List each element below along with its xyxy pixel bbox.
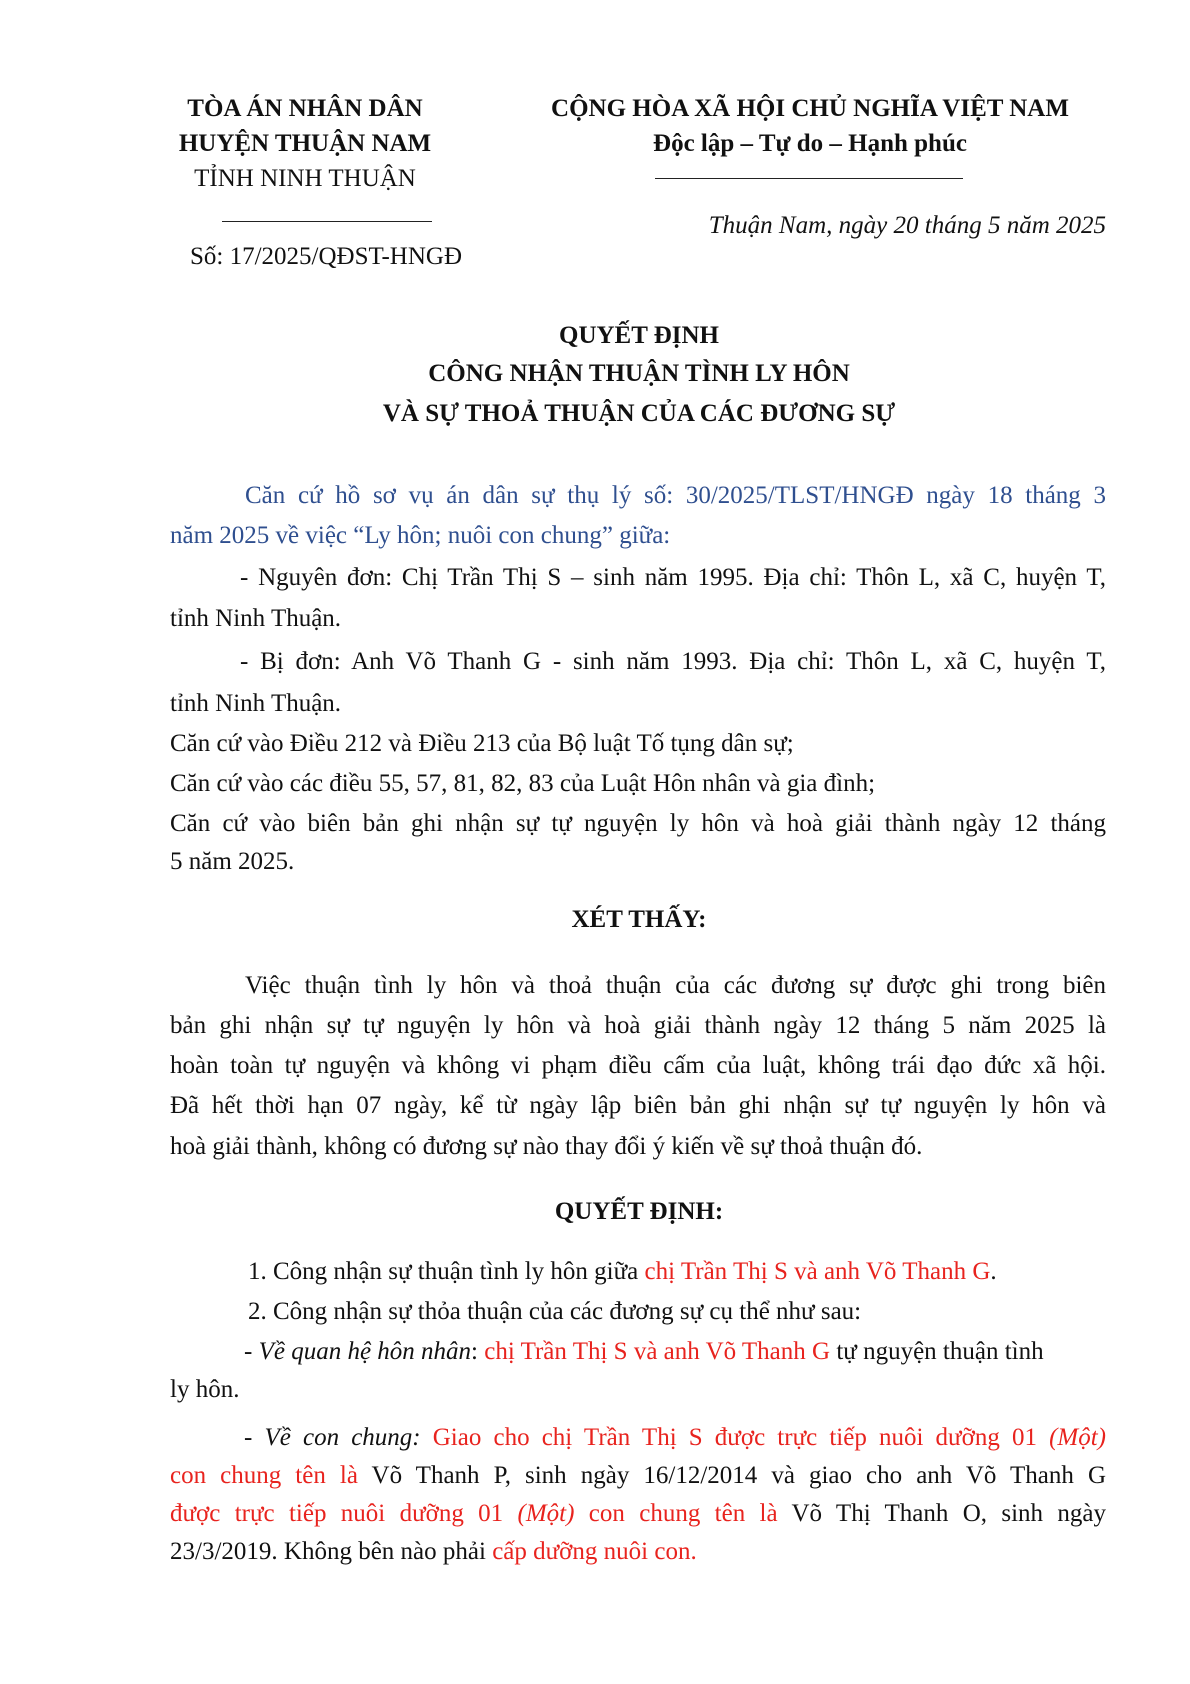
child-count-2: (Một) (517, 1500, 575, 1527)
findings-line4: Đã hết thời hạn 07 ngày, kể từ ngày lập biên bản ghi nhận sự tự nguyện ly hôn và (170, 1092, 1106, 1119)
motto-underline (655, 178, 963, 179)
child-custody-1: Giao cho chị Trần Thị S được trực tiếp nuôi dưỡng 01 (420, 1424, 1050, 1451)
findings-line1: Việc thuận tình ly hôn và thoả thuận của các đương sự được ghi trong biên (245, 972, 1106, 999)
republic-name: CỘNG HÒA XÃ HỘI CHỦ NGHĨA VIỆT NAM (551, 95, 1069, 122)
marriage-parties: chị Trần Thị S và anh Võ Thanh G (484, 1338, 831, 1365)
plaintiff-line1: - Nguyên đơn: Chị Trần Thị S – sinh năm 1995. Địa chỉ: Thôn L, xã C, huyện T, (240, 564, 1106, 591)
child-clause-line4 (170, 1538, 697, 1566)
defendant-line2: tỉnh Ninh Thuận. (170, 690, 342, 717)
child-support-red: cấp dưỡng nuôi con. (492, 1538, 697, 1565)
child-label: Về con chung: (264, 1424, 421, 1451)
child-clause-line2-rest: Võ Thanh P, sinh ngày 16/12/2014 và giao cho anh Võ Thanh G (357, 1462, 1106, 1489)
child-clause-line2 (170, 1462, 1106, 1490)
child-support-text: 23/3/2019. Không bên nào phải (170, 1538, 493, 1565)
child-count-1: (Một) (1049, 1424, 1106, 1451)
court-name-line2: HUYỆN THUẬN NAM (178, 130, 432, 157)
child-clause-line3-rest: Võ Thị Thanh O, sinh ngày (777, 1500, 1106, 1527)
child-clause-line1 (244, 1424, 1106, 1452)
grounds-case-line1: Căn cứ hồ sơ vụ án dân sự thụ lý số: 30/2025/TLST/HNGĐ ngày 18 tháng 3 (245, 482, 1106, 509)
marriage-colon: : (471, 1338, 485, 1365)
national-motto: Độc lập – Tự do – Hạnh phúc (653, 130, 967, 157)
decision-item-1-end: . (990, 1258, 997, 1285)
court-name-line1: TÒA ÁN NHÂN DÂN (187, 95, 423, 122)
decision-item-2: 2. Công nhận sự thỏa thuận của các đương sự cụ thể như sau: (248, 1298, 862, 1325)
plaintiff-line2: tỉnh Ninh Thuận. (170, 605, 342, 632)
findings-line2: bản ghi nhận sự tự nguyện ly hôn và hoà giải thành ngày 12 tháng 5 năm 2025 là (170, 1012, 1106, 1039)
marriage-rest: tự nguyện thuận tình (830, 1338, 1044, 1365)
child-custody-2: được trực tiếp nuôi dưỡng 01 (170, 1500, 518, 1527)
marriage-label: Về quan hệ hôn nhân (258, 1338, 472, 1365)
decision-heading: QUYẾT ĐỊNH: (554, 1198, 724, 1225)
document-subtitle-line1: CÔNG NHẬN THUẬN TÌNH LY HÔN (428, 360, 850, 387)
findings-line5: hoà giải thành, không có đương sự nào thay đổi ý kiến về sự thoả thuận đó. (170, 1133, 923, 1160)
findings-heading: XÉT THẤY: (571, 906, 707, 933)
place-and-date: Thuận Nam, ngày 20 tháng 5 năm 2025 (708, 212, 1106, 239)
document-number: Số: 17/2025/QĐST-HNGĐ (190, 243, 463, 270)
court-name-line3: TỈNH NINH THUẬN (194, 165, 416, 192)
grounds-case-line2: năm 2025 về việc “Ly hôn; nuôi con chung” giữa: (170, 522, 671, 549)
document-subtitle-line2: VÀ SỰ THOẢ THUẬN CỦA CÁC ĐƯƠNG SỰ (382, 400, 896, 427)
legal-basis-1: Căn cứ vào Điều 212 và Điều 213 của Bộ luật Tố tụng dân sự; (170, 730, 794, 757)
legal-basis-3-line2: 5 năm 2025. (170, 848, 295, 875)
child-name-label-2: con chung tên là (574, 1500, 778, 1527)
decision-item-1-text: 1. Công nhận sự thuận tình ly hôn giữa (248, 1258, 645, 1285)
defendant-line1: - Bị đơn: Anh Võ Thanh G - sinh năm 1993. Địa chỉ: Thôn L, xã C, huyện T, (240, 648, 1106, 675)
court-underline (222, 221, 432, 222)
legal-basis-3-line1: Căn cứ vào biên bản ghi nhận sự tự nguyện ly hôn và hoà giải thành ngày 12 tháng (170, 810, 1106, 837)
marriage-clause-line2: ly hôn. (170, 1376, 240, 1403)
findings-line3: hoàn toàn tự nguyện và không vi phạm điều cấm của luật, không trái đạo đức xã hội. (170, 1052, 1106, 1079)
decision-item-1-parties: chị Trần Thị S và anh Võ Thanh G (644, 1258, 991, 1285)
child-name-label-1: con chung tên là (170, 1462, 358, 1489)
child-clause-line3 (170, 1500, 1106, 1528)
marriage-clause-line1 (244, 1338, 1044, 1366)
legal-basis-2: Căn cứ vào các điều 55, 57, 81, 82, 83 của Luật Hôn nhân và gia đình; (170, 770, 876, 797)
decision-item-1 (248, 1258, 997, 1286)
child-dash: - (244, 1424, 265, 1451)
marriage-dash: - (244, 1338, 259, 1365)
document-title: QUYẾT ĐỊNH (559, 322, 719, 349)
